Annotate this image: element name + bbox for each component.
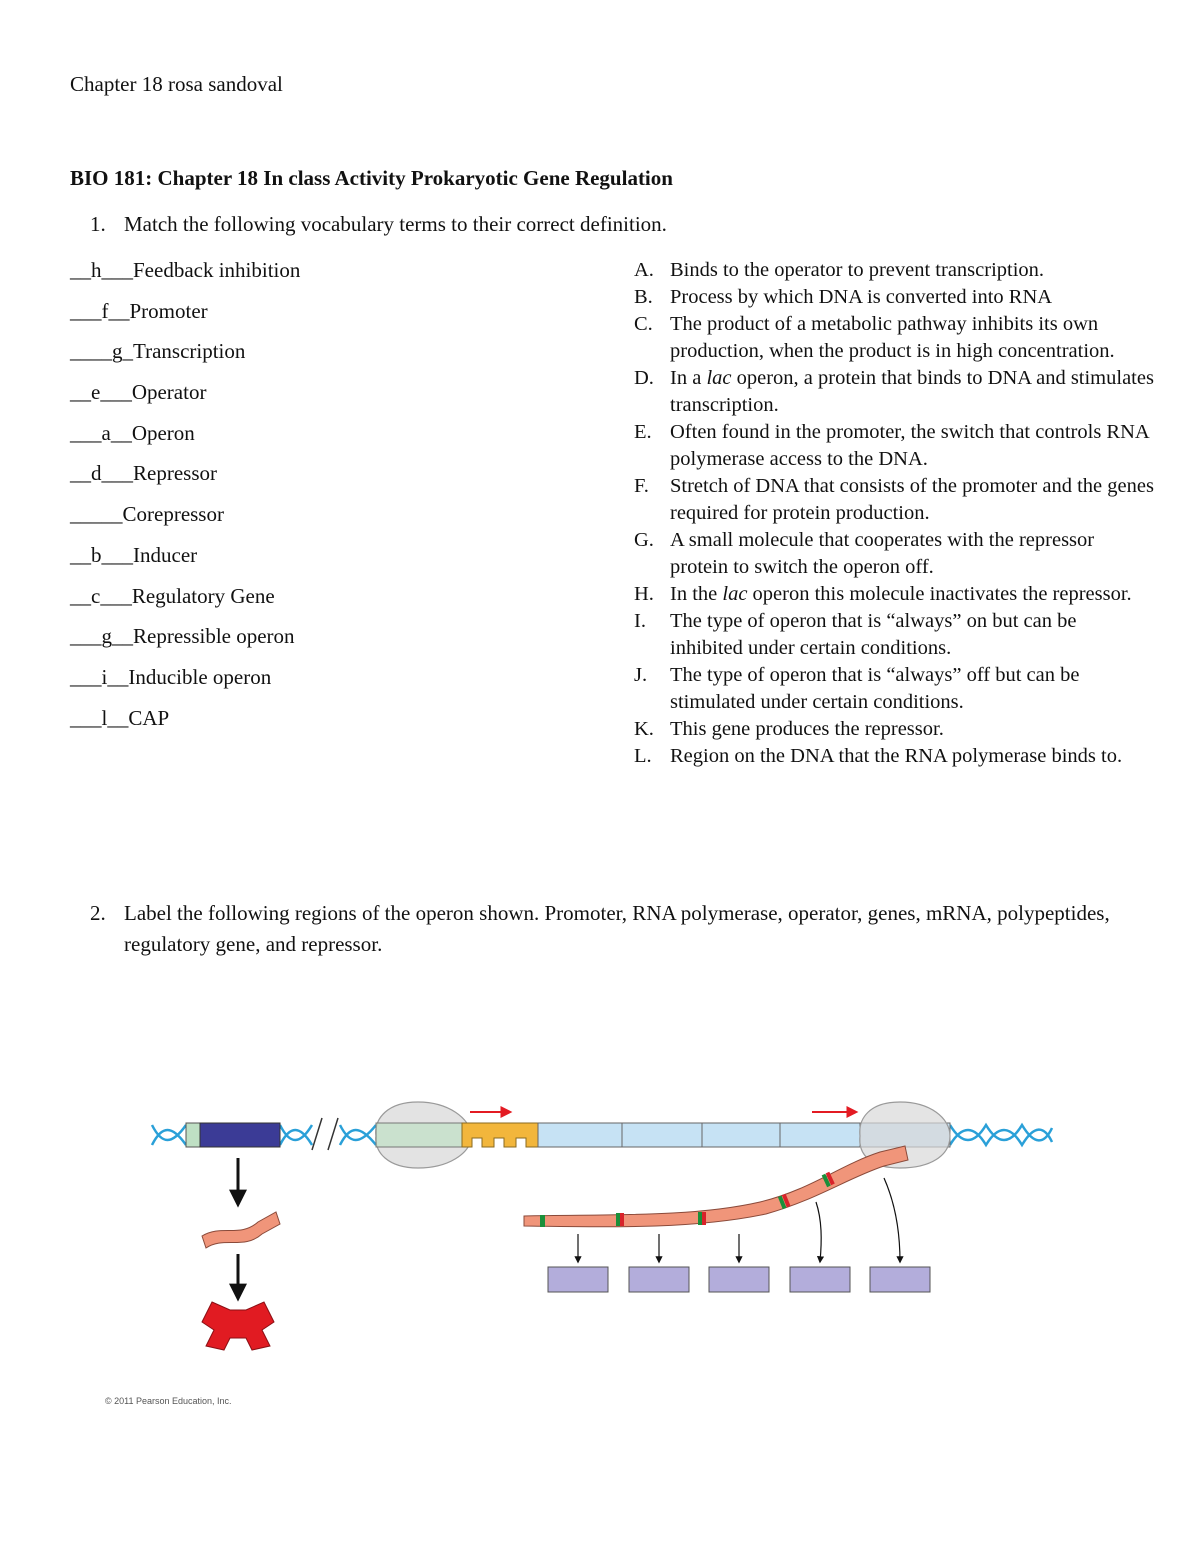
definition-text-pre: In the xyxy=(670,583,723,605)
question-2 xyxy=(90,898,1130,960)
term-item: ___l__CAP xyxy=(70,705,170,730)
promoter-region xyxy=(376,1123,462,1147)
definition-letter: G. xyxy=(634,529,654,551)
definition-letter: B. xyxy=(634,286,653,308)
term-item: ___i__Inducible operon xyxy=(70,664,272,689)
definition-text: Stretch of DNA that consists of the promoter and the genes required for protein production. xyxy=(670,475,1154,524)
dna-helix-right xyxy=(950,1125,1052,1145)
definition-item xyxy=(634,419,1154,473)
polypeptide-1 xyxy=(548,1267,608,1292)
definition-letter: J. xyxy=(634,664,648,686)
definition-text-italic: lac xyxy=(722,583,748,605)
definition-text: A small molecule that cooperates with the repressor protein to switch the operon off. xyxy=(670,529,1095,578)
polypeptide-3 xyxy=(709,1267,769,1292)
operon-diagram xyxy=(100,1030,1060,1420)
definition-letter: D. xyxy=(634,367,654,389)
dna-break-marks xyxy=(312,1118,338,1150)
definition-item xyxy=(634,365,1154,419)
regulatory-mrna xyxy=(202,1212,280,1248)
definition-text: The type of operon that is “always” off but can be stimulated under certain conditions. xyxy=(670,664,1080,713)
gene-3 xyxy=(702,1123,780,1147)
term-item: __h___Feedback inhibition xyxy=(70,258,301,282)
question-1-prompt: Match the following vocabulary terms to their correct definition. xyxy=(124,212,667,236)
definition-text-italic: lac xyxy=(706,367,732,389)
definition-letter: C. xyxy=(634,313,653,335)
term-item: _____Corepressor xyxy=(70,502,224,527)
definition-text: Often found in the promoter, the switch that controls RNA polymerase access to the DNA. xyxy=(670,421,1149,470)
definition-letter: K. xyxy=(634,718,654,740)
definition-item xyxy=(634,311,1154,365)
page-header: Chapter 18 rosa sandoval xyxy=(70,72,283,96)
term-list xyxy=(70,257,300,745)
definition-item xyxy=(634,284,1154,311)
regulatory-gene xyxy=(200,1123,280,1147)
repressor-protein xyxy=(202,1302,274,1350)
definition-letter: A. xyxy=(634,259,654,281)
question-2-number: 2. xyxy=(90,901,106,925)
figure-credit: © 2011 Pearson Education, Inc. xyxy=(105,1396,232,1406)
term-item: __d___Repressor xyxy=(70,461,217,486)
gene-1 xyxy=(538,1123,622,1147)
definition-item xyxy=(634,473,1154,527)
mrna-strand xyxy=(524,1146,908,1227)
definition-letter: H. xyxy=(634,583,654,605)
term-item: ___f__Promoter xyxy=(70,298,208,323)
definition-item xyxy=(634,743,1154,770)
definition-letter: F. xyxy=(634,475,649,497)
polypeptide-5 xyxy=(870,1267,930,1292)
gene-4 xyxy=(780,1123,860,1147)
definition-text-post: operon, a protein that binds to DNA and stimulates transcription. xyxy=(670,367,1154,416)
operator xyxy=(462,1123,538,1147)
question-2-prompt: Label the following regions of the operon shown. Promoter, RNA polymerase, operator, genes, mRNA, polypeptides, regulatory gene, and repressor. xyxy=(124,901,1110,956)
definition-text: The product of a metabolic pathway inhibits its own production, when the product is in high concentration. xyxy=(670,313,1115,362)
polypeptide-2 xyxy=(629,1267,689,1292)
definition-item xyxy=(634,257,1154,284)
definition-item xyxy=(634,608,1154,662)
term-item: __c___Regulatory Gene xyxy=(70,583,275,608)
definition-text: Binds to the operator to prevent transcription. xyxy=(670,259,1045,281)
regulatory-gene-promoter xyxy=(186,1123,200,1147)
dna-helix-left xyxy=(152,1125,186,1145)
question-1-number: 1. xyxy=(90,212,106,236)
definition-item xyxy=(634,662,1154,716)
definition-text-pre: In a xyxy=(670,367,707,389)
definition-text: The type of operon that is “always” on but can be inhibited under certain conditions. xyxy=(670,610,1077,659)
definition-letter: I. xyxy=(634,610,646,632)
term-item: ___g__Repressible operon xyxy=(70,624,295,649)
dna-helix-mid-right xyxy=(340,1125,376,1145)
definition-text: Region on the DNA that the RNA polymerase binds to. xyxy=(670,745,1123,767)
term-item: ____g_Transcription xyxy=(70,339,246,364)
polypeptide-4 xyxy=(790,1267,850,1292)
definition-letter: L. xyxy=(634,745,652,767)
definition-item xyxy=(634,581,1154,608)
term-item: __b___Inducer xyxy=(70,542,198,567)
worksheet-title: BIO 181: Chapter 18 In class Activity Prokaryotic Gene Regulation xyxy=(70,166,673,190)
definition-item xyxy=(634,527,1154,581)
dna-helix-mid-left xyxy=(280,1125,312,1145)
gene-2 xyxy=(622,1123,702,1147)
definition-letter: E. xyxy=(634,421,652,443)
definition-list xyxy=(634,257,1154,770)
definition-item xyxy=(634,716,1154,743)
definition-text: This gene produces the repressor. xyxy=(670,718,944,740)
term-item: ___a__Operon xyxy=(70,420,195,445)
term-item: __e___Operator xyxy=(70,380,207,405)
definition-text-post: operon this molecule inactivates the repressor. xyxy=(747,583,1132,605)
definition-text: Process by which DNA is converted into RNA xyxy=(670,286,1053,308)
